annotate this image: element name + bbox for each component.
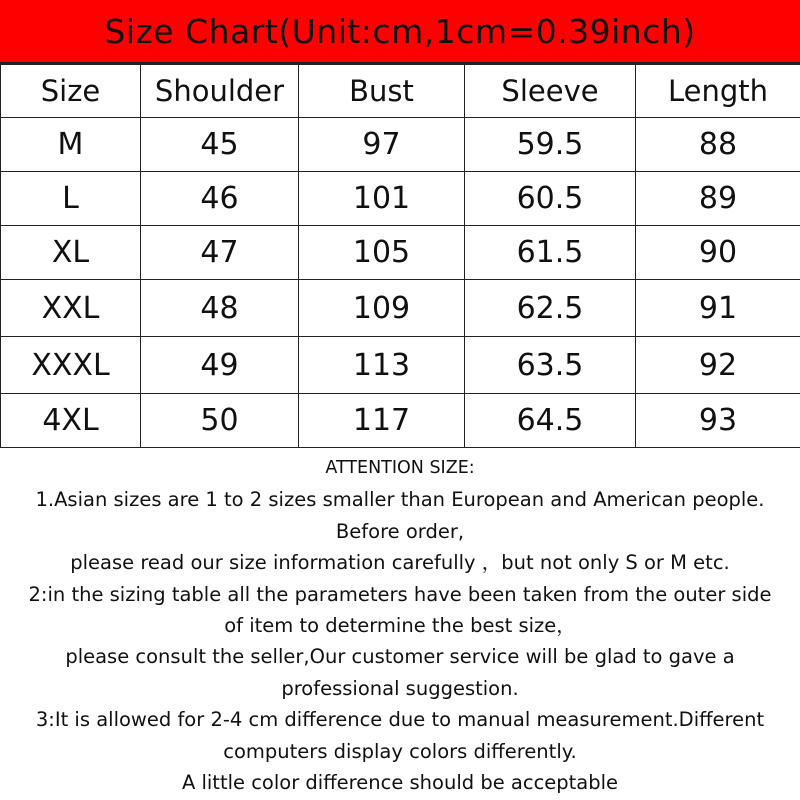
table-row: [1, 394, 800, 448]
note-line: of item to determine the best size，: [224, 614, 576, 638]
cell-bust: 117: [299, 394, 465, 448]
cell-shoulder: 46: [141, 172, 299, 226]
note-line: 2:in the sizing table all the parameters have been taken from the outer side: [28, 582, 772, 606]
cell-shoulder: 45: [141, 118, 299, 172]
note-line: please consult the seller,Our customer service will be glad to gave a: [65, 645, 735, 669]
cell-shoulder: 48: [141, 280, 299, 337]
cell-shoulder: 47: [141, 226, 299, 280]
table-row: [1, 172, 800, 226]
note-line: professional suggestion.: [281, 676, 519, 700]
note-line: A little color difference should be acceptable: [181, 771, 619, 795]
cell-bust: 109: [299, 280, 465, 337]
header-length: Length: [636, 65, 800, 118]
cell-sleeve: 63.5: [465, 337, 636, 394]
cell-size: L: [1, 172, 141, 226]
cell-length: 92: [636, 337, 800, 394]
cell-sleeve: 62.5: [465, 280, 636, 337]
cell-shoulder: 49: [141, 337, 299, 394]
cell-sleeve: 59.5: [465, 118, 636, 172]
table-row: [1, 337, 800, 394]
header-sleeve: Sleeve: [465, 65, 636, 118]
cell-size: XXL: [1, 280, 141, 337]
cell-length: 89: [636, 172, 800, 226]
note-line: 3:It is allowed for 2-4 cm difference due to manual measurement.Different: [35, 708, 765, 732]
cell-bust: 113: [299, 337, 465, 394]
table-row: [1, 226, 800, 280]
note-line: Before order,: [335, 519, 465, 543]
cell-length: 93: [636, 394, 800, 448]
cell-length: 91: [636, 280, 800, 337]
cell-size: XXXL: [1, 337, 141, 394]
cell-sleeve: 64.5: [465, 394, 636, 448]
cell-bust: 105: [299, 226, 465, 280]
cell-length: 90: [636, 226, 800, 280]
size-table: [0, 64, 800, 448]
note-line: please read our size information carefully ，but not only S or M etc.: [70, 551, 730, 575]
header-size: Size: [1, 65, 141, 118]
cell-bust: 97: [299, 118, 465, 172]
cell-size: M: [1, 118, 141, 172]
header-shoulder: Shoulder: [141, 65, 299, 118]
cell-sleeve: 61.5: [465, 226, 636, 280]
header-bust: Bust: [299, 65, 465, 118]
cell-length: 88: [636, 118, 800, 172]
table-row: [1, 118, 800, 172]
cell-shoulder: 50: [141, 394, 299, 448]
note-line: 1.Asian sizes are 1 to 2 sizes smaller than European and American people.: [35, 488, 765, 512]
table-row: [1, 280, 800, 337]
chart-title: Size Chart(Unit:cm,1cm=0.39inch): [104, 11, 696, 51]
header-row: [1, 65, 800, 118]
cell-bust: 101: [299, 172, 465, 226]
attention-notes: [0, 453, 800, 798]
notes-heading: ATTENTION SIZE:: [325, 458, 475, 478]
cell-sleeve: 60.5: [465, 172, 636, 226]
title-banner: [0, 0, 800, 64]
note-line: computers display colors differently.: [223, 739, 577, 763]
cell-size: XL: [1, 226, 141, 280]
cell-size: 4XL: [1, 394, 141, 448]
